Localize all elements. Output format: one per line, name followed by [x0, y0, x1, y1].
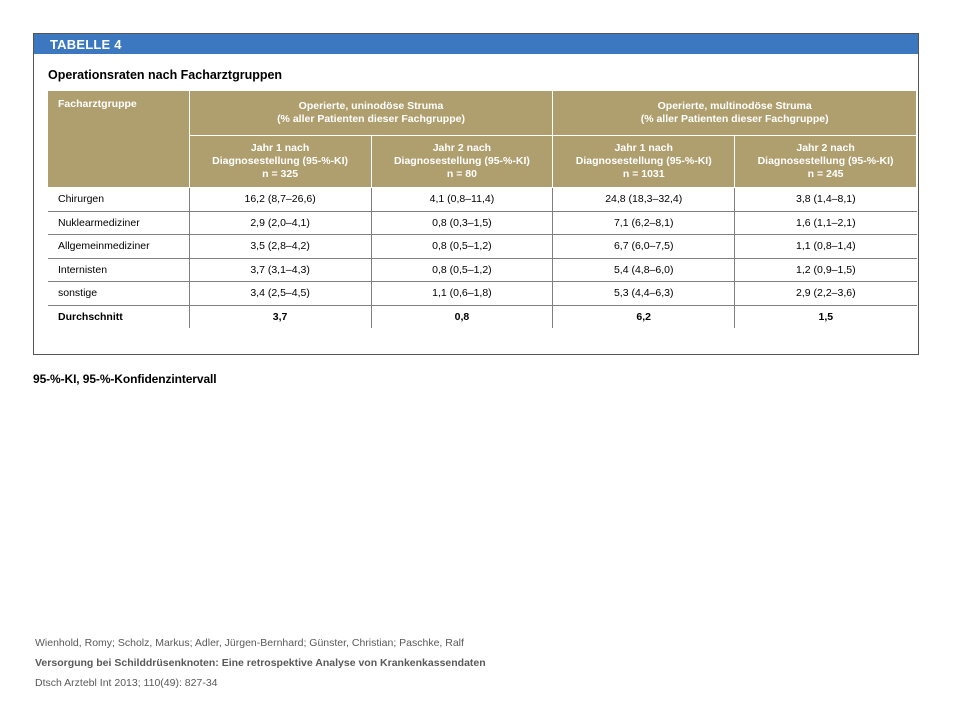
table-cell: 5,3 (4,4–6,3) — [553, 282, 735, 306]
table-cell: 3,7 — [189, 305, 371, 328]
header-group-uninodoes: Operierte, uninodöse Struma (% aller Patienten dieser Fachgruppe) — [189, 91, 553, 136]
table-cell: 3,4 (2,5–4,5) — [189, 282, 371, 306]
table-cell: 7,1 (6,2–8,1) — [553, 211, 735, 235]
table-cell: 2,9 (2,2–3,6) — [735, 282, 917, 306]
table-row — [48, 282, 917, 306]
table-cell: 3,7 (3,1–4,3) — [189, 258, 371, 282]
row-label: Allgemeinmediziner — [48, 235, 189, 259]
footnote: 95-%-KI, 95-%-Konfidenzintervall — [33, 372, 217, 386]
table-cell: 1,1 (0,8–1,4) — [735, 235, 917, 259]
table-cell: 6,2 — [553, 305, 735, 328]
citation-source: Dtsch Arztebl Int 2013; 110(49): 827-34 — [35, 677, 218, 689]
table-cell: 16,2 (8,7–26,6) — [189, 188, 371, 212]
header-sub-col: Jahr 2 nach Diagnosestellung (95-%-KI) n = 245 — [735, 136, 917, 188]
table-cell: 0,8 (0,5–1,2) — [371, 235, 553, 259]
citation — [35, 633, 486, 693]
table-cell: 5,4 (4,8–6,0) — [553, 258, 735, 282]
row-label: sonstige — [48, 282, 189, 306]
table-cell: 0,8 (0,5–1,2) — [371, 258, 553, 282]
header-sub-col: Jahr 1 nach Diagnosestellung (95-%-KI) n = 1031 — [553, 136, 735, 188]
data-table — [48, 91, 917, 328]
citation-authors: Wienhold, Romy; Scholz, Markus; Adler, Jürgen-Bernhard; Günster, Christian; Paschke, Ralf — [35, 637, 464, 649]
header-group-multinodoes: Operierte, multinodöse Struma (% aller Patienten dieser Fachgruppe) — [553, 91, 917, 136]
table-cell: 0,8 — [371, 305, 553, 328]
table-cell: 4,1 (0,8–11,4) — [371, 188, 553, 212]
header-sub-col: Jahr 1 nach Diagnosestellung (95-%-KI) n = 325 — [189, 136, 371, 188]
table-cell: 3,8 (1,4–8,1) — [735, 188, 917, 212]
table-row-average — [48, 305, 917, 328]
table-cell: 6,7 (6,0–7,5) — [553, 235, 735, 259]
row-label: Nuklearmediziner — [48, 211, 189, 235]
table-banner: TABELLE 4 — [34, 34, 918, 54]
table-cell: 1,1 (0,6–1,8) — [371, 282, 553, 306]
table-cell: 1,2 (0,9–1,5) — [735, 258, 917, 282]
table-row — [48, 211, 917, 235]
table-cell: 1,5 — [818, 310, 834, 323]
header-facharztgruppe: Facharztgruppe — [48, 91, 189, 188]
table-frame — [33, 33, 919, 355]
table-row — [48, 188, 917, 212]
table-row — [48, 235, 917, 259]
header-sub-col: Jahr 2 nach Diagnosestellung (95-%-KI) n = 80 — [371, 136, 553, 188]
row-label: Durchschnitt — [48, 305, 189, 328]
table-cell: 3,5 (2,8–4,2) — [189, 235, 371, 259]
table-cell: 2,9 (2,0–4,1) — [189, 211, 371, 235]
row-label: Chirurgen — [48, 188, 189, 212]
citation-title: Versorgung bei Schilddrüsenknoten: Eine retrospektive Analyse von Krankenkassendaten — [35, 657, 486, 669]
table-cell: 24,8 (18,3–32,4) — [553, 188, 735, 212]
table-row — [48, 258, 917, 282]
row-label: Internisten — [48, 258, 189, 282]
table-title: Operationsraten nach Facharztgruppen — [48, 68, 283, 82]
table-cell: 1,6 (1,1–2,1) — [735, 211, 917, 235]
table-cell: 0,8 (0,3–1,5) — [371, 211, 553, 235]
